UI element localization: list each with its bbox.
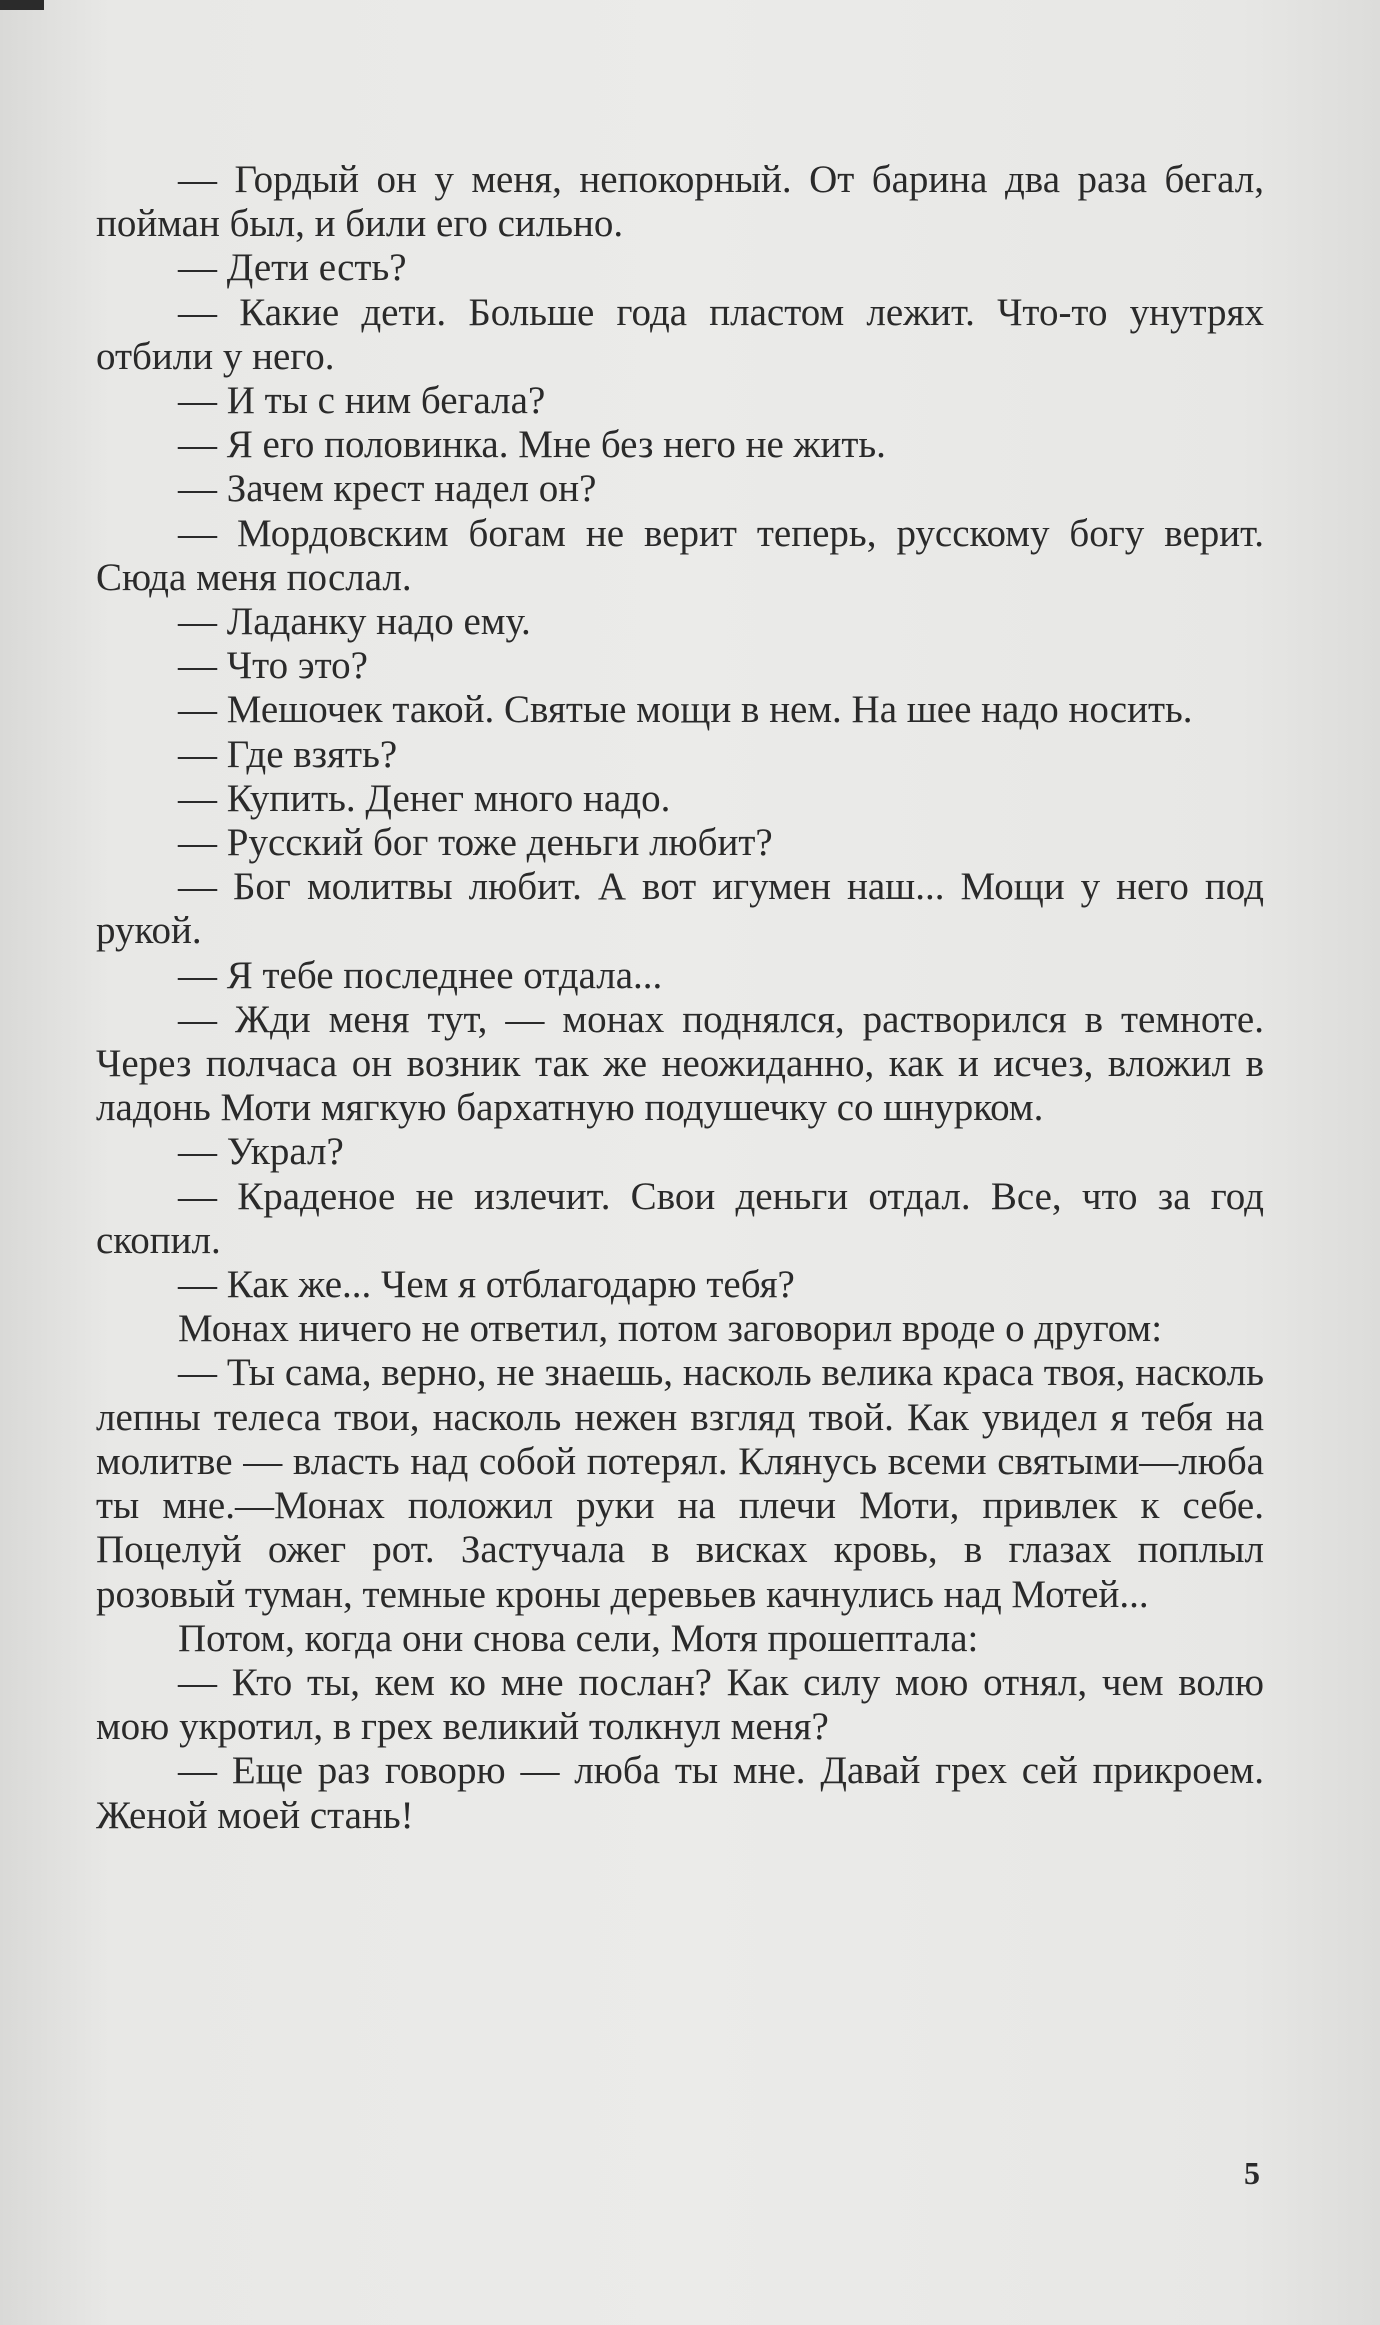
paragraph: — Какие дети. Больше года пластом лежит. Что-то унутрях отбили у него.	[96, 290, 1264, 378]
paragraph: — Что это?	[178, 644, 368, 688]
body-text	[96, 158, 1264, 1838]
paragraph: — Гордый он у меня, непокорный. От барина два раза бегал, пойман был, и били его сильно.	[96, 158, 1264, 246]
paragraph: — Мешочек такой. Святые мощи в нем. На шее надо носить.	[178, 688, 1193, 732]
paragraph: — Как же... Чем я отблагодарю тебя?	[178, 1263, 795, 1307]
paragraph: — Купить. Денег много надо.	[178, 776, 671, 820]
paragraph: — Мордовским богам не верит теперь, русскому богу верит. Сюда меня послал.	[96, 511, 1264, 599]
paragraph: — Ладанку надо ему.	[178, 600, 531, 644]
paragraph: Потом, когда они снова сели, Мотя прошептала:	[178, 1616, 979, 1660]
paragraph: — Ты сама, верно, не знаешь, насколь велика краса твоя, насколь лепны телеса твои, насколь нежен взгляд твой. Как увидел я тебя на молитве — власть над собой потерял. Клянусь всеми святыми—люба ты мне.—Монах положил руки на плечи Моти, привлек к себе. Поцелуй ожег рот. Застучала в висках кровь, в глазах поплыл розовый туман, темные кроны деревьев качнулись над Мотей...	[96, 1351, 1264, 1616]
paragraph: — Русский бог тоже деньги любит?	[178, 821, 773, 865]
paragraph: — Жди меня тут, — монах поднялся, растворился в темноте. Через полчаса он возник так же неожиданно, как и исчез, вложил в ладонь Моти мягкую бархатную подушечку со шнурком.	[96, 997, 1264, 1130]
paragraph: — И ты с ним бегала?	[178, 379, 546, 423]
paragraph: — Я его половинка. Мне без него не жить.	[178, 423, 886, 467]
paragraph: — Где взять?	[178, 732, 398, 776]
paragraph: — Украл?	[178, 1130, 344, 1174]
paragraph: Монах ничего не ответил, потом заговорил вроде о другом:	[178, 1307, 1163, 1351]
paragraph: — Я тебе последнее отдала...	[178, 953, 663, 997]
paragraph: — Кто ты, кем ко мне послан? Как силу мою отнял, чем волю мою укротил, в грех великий толкнул меня?	[96, 1660, 1264, 1749]
paragraph: — Бог молитвы любит. А вот игумен наш... Мощи у него под рукой.	[96, 865, 1264, 953]
scan-corner-mark	[0, 0, 44, 10]
paragraph: — Дети есть?	[178, 246, 407, 290]
paragraph: — Зачем крест надел он?	[178, 467, 597, 511]
paragraph: — Еще раз говорю — люба ты мне. Давай грех сей прикроем. Женой моей стань!	[96, 1749, 1264, 1837]
paragraph: — Краденое не излечит. Свои деньги отдал. Все, что за год скопил.	[96, 1174, 1264, 1262]
page-number: 5	[1244, 2155, 1260, 2191]
